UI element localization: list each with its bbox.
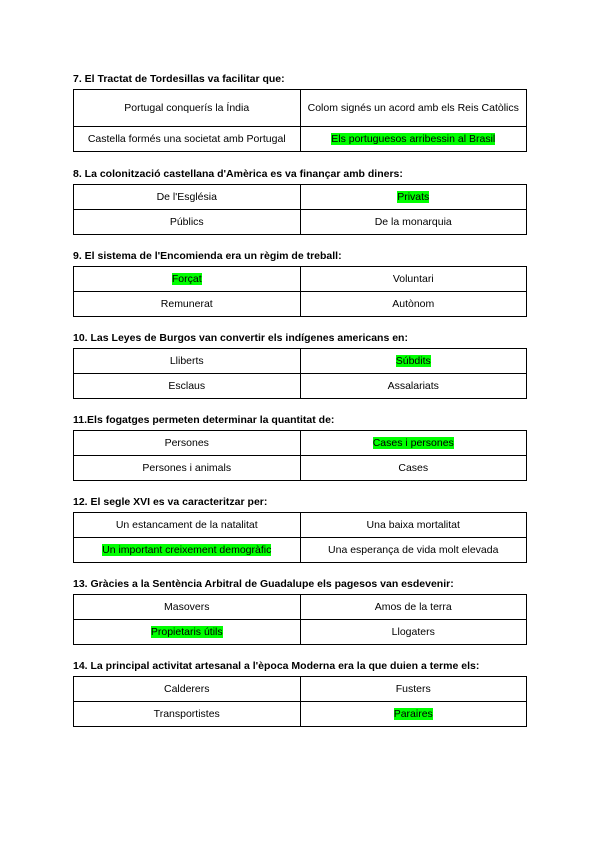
answer-cell	[300, 349, 527, 374]
answer-cell	[74, 127, 301, 152]
answer-table	[73, 676, 527, 727]
answer-text: Una baixa mortalitat	[366, 518, 460, 531]
answer-table	[73, 512, 527, 563]
answer-cell	[300, 702, 527, 727]
answer-text: Una esperança de vida molt elevada	[328, 543, 499, 556]
answer-text: Lliberts	[169, 354, 204, 367]
answer-cell	[74, 677, 301, 702]
answer-text: Persones i animals	[142, 461, 232, 474]
answer-table	[73, 348, 527, 399]
answer-table	[73, 594, 527, 645]
answer-cell	[74, 185, 301, 210]
answer-table	[73, 184, 527, 235]
correct-answer-highlight: Forçat	[171, 272, 202, 285]
answer-cell	[74, 513, 301, 538]
answer-cell	[300, 292, 527, 317]
correct-answer-highlight: Privats	[397, 190, 430, 203]
question-11	[73, 414, 528, 481]
answer-cell	[74, 292, 301, 317]
question-title: 11.Els fogatges permeten determinar la quantitat de:	[73, 414, 335, 426]
answer-text: Colom signés un acord amb els Reis Catòlics	[307, 101, 519, 114]
answer-table	[73, 89, 527, 152]
answer-cell	[300, 267, 527, 292]
answer-cell	[74, 431, 301, 456]
answer-cell	[74, 90, 301, 127]
answer-text: Masovers	[163, 600, 210, 613]
answer-cell	[300, 374, 527, 399]
answer-text: Assalariats	[387, 379, 439, 392]
question-14	[73, 660, 528, 727]
answer-text: Cases	[398, 461, 429, 474]
answer-text: Portugal conquerís la Índia	[124, 101, 250, 114]
answer-cell	[74, 620, 301, 645]
question-title: 9. El sistema de l'Encomienda era un règim de treball:	[73, 250, 342, 262]
answer-text: Públics	[169, 215, 204, 228]
answer-text: Calderers	[163, 682, 210, 695]
answer-cell	[74, 538, 301, 563]
answer-text: Autònom	[392, 297, 435, 310]
answer-cell	[300, 513, 527, 538]
question-title: 12. El segle XVI es va caracteritzar per:	[73, 496, 268, 508]
answer-cell	[74, 267, 301, 292]
question-8	[73, 168, 528, 235]
question-title: 10. Las Leyes de Burgos van convertir els indígenes americans en:	[73, 332, 408, 344]
question-title: 7. El Tractat de Tordesillas va facilitar que:	[73, 73, 285, 85]
answer-text: Persones	[164, 436, 209, 449]
answer-cell	[300, 210, 527, 235]
answer-cell	[74, 374, 301, 399]
answer-cell	[300, 456, 527, 481]
answer-cell	[74, 456, 301, 481]
answer-text: De la monarquia	[374, 215, 452, 228]
answer-text: Castella formés una societat amb Portugal	[87, 132, 286, 145]
correct-answer-highlight: Propietaris útils	[150, 625, 223, 638]
correct-answer-highlight: Un important creixement demogràfic	[102, 543, 272, 556]
answer-text: Remunerat	[160, 297, 213, 310]
question-title: 13. Gràcies a la Sentència Arbitral de Guadalupe els pagesos van esdevenir:	[73, 578, 454, 590]
question-9	[73, 250, 528, 317]
answer-cell	[300, 90, 527, 127]
correct-answer-highlight: Cases i persones	[372, 436, 454, 449]
answer-table	[73, 430, 527, 481]
answer-text: Esclaus	[168, 379, 206, 392]
answer-text: Un estancament de la natalitat	[115, 518, 258, 531]
answer-cell	[74, 595, 301, 620]
question-title: 14. La principal activitat artesanal a l'època Moderna era la que duien a terme els:	[73, 660, 480, 672]
question-7	[73, 73, 528, 152]
question-13	[73, 578, 528, 645]
question-10	[73, 332, 528, 399]
answer-cell	[300, 127, 527, 152]
answer-text: Voluntari	[392, 272, 434, 285]
answer-text: Fusters	[395, 682, 431, 695]
answer-cell	[300, 538, 527, 563]
question-12	[73, 496, 528, 563]
answer-text: De l'Església	[156, 190, 217, 203]
answer-table	[73, 266, 527, 317]
answer-cell	[74, 349, 301, 374]
answer-cell	[300, 595, 527, 620]
answer-text: Amos de la terra	[374, 600, 452, 613]
answer-text: Llogaters	[391, 625, 435, 638]
correct-answer-highlight: Els portuguesos arribessin al Brasil	[331, 132, 496, 145]
answer-cell	[74, 702, 301, 727]
answer-cell	[300, 677, 527, 702]
correct-answer-highlight: Paraires	[393, 707, 433, 720]
answer-text: Transportistes	[153, 707, 220, 720]
answer-cell	[300, 431, 527, 456]
answer-cell	[74, 210, 301, 235]
answer-cell	[300, 620, 527, 645]
answer-cell	[300, 185, 527, 210]
question-title: 8. La colonització castellana d'Amèrica es va finançar amb diners:	[73, 168, 403, 180]
correct-answer-highlight: Súbdits	[395, 354, 431, 367]
